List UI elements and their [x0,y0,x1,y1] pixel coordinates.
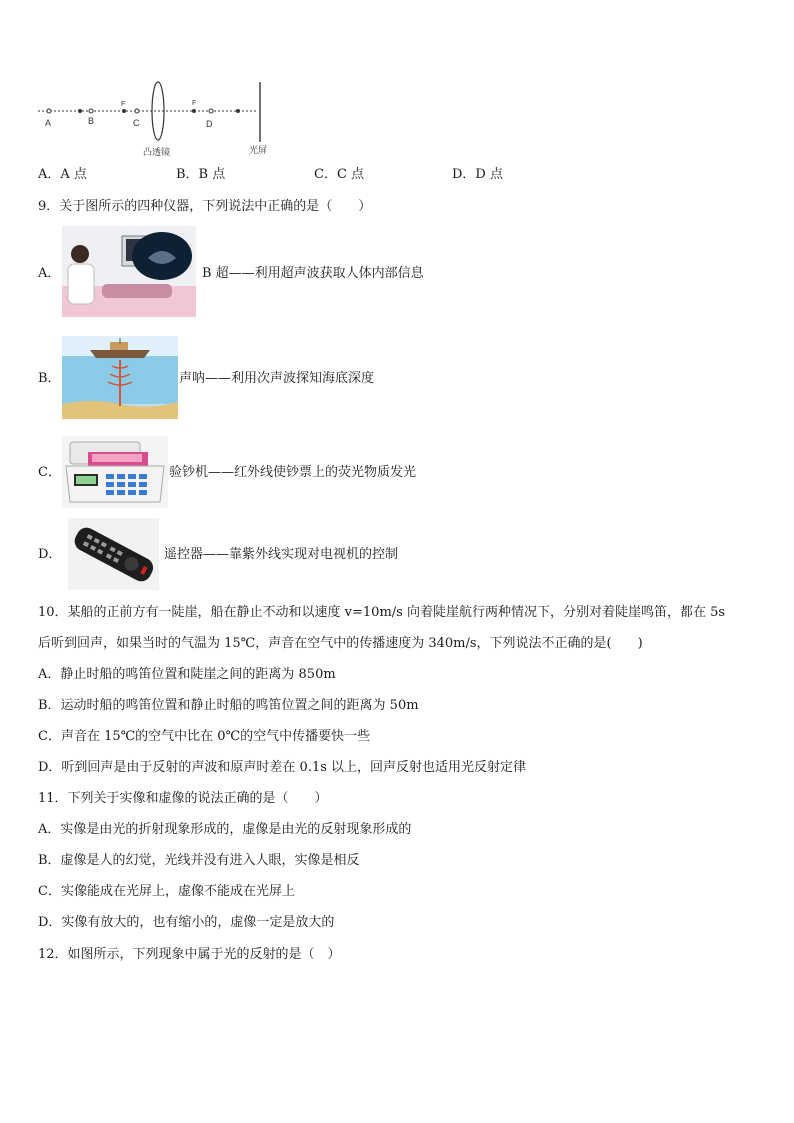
point-c-label: C [133,118,140,128]
focus-right-marker [192,109,196,113]
point-c-marker [135,109,139,113]
sonar-ship-illustration [62,336,178,419]
point-a-marker [47,109,51,113]
point-d-label: D [206,119,213,129]
ultrasound-photo [62,226,196,317]
q8-option-c[interactable]: C．C 点 [314,167,365,182]
point-a-label: A [45,118,52,128]
q9-option-a-text[interactable]: B 超——利用超声波获取人体内部信息 [202,266,424,281]
screen-label: 光屏 [249,145,268,155]
point-b-marker [89,109,93,113]
q9-option-d-letter[interactable]: D． [38,547,62,562]
point-d-marker [209,109,213,113]
focus-left-label: F [121,101,126,108]
focus-left-marker [122,109,126,113]
q9-stem: 9．关于图所示的四种仪器，下列说法中正确的是（ ） [38,199,372,214]
point-2f-left [78,109,82,113]
q8-option-d[interactable]: D．D 点 [452,167,503,182]
money-detector-photo [62,436,168,508]
q10-option-d[interactable]: D．听到回声是由于反射的声波和原声时差在 0.1s 以上，回声反射也适用光反射定律 [38,760,527,775]
q8-option-a[interactable]: A．A 点 [38,167,87,182]
q8-option-b[interactable]: B．B 点 [176,167,226,182]
lens-diagram [30,78,290,160]
q11-stem: 11．下列关于实像和虚像的说法正确的是（ ） [38,791,328,806]
q11-option-d[interactable]: D．实像有放大的，也有缩小的，虚像一定是放大的 [38,915,335,930]
q9-option-d-text[interactable]: 遥控器——靠紫外线实现对电视机的控制 [164,547,399,562]
q10-option-a[interactable]: A．静止时船的鸣笛位置和陡崖之间的距离为 850m [38,667,336,682]
q9-option-c-letter[interactable]: C． [38,465,61,480]
point-2f-right [236,109,240,113]
q10-option-b[interactable]: B．运动时船的鸣笛位置和静止时船的鸣笛位置之间的距离为 50m [38,698,419,713]
focus-right-label: F [192,100,197,107]
q9-option-b-text[interactable]: 声呐——利用次声波探知海底深度 [179,371,375,386]
q11-option-c[interactable]: C．实像能成在光屏上，虚像不能成在光屏上 [38,884,295,899]
q9-option-b-letter[interactable]: B． [38,371,61,386]
q9-option-c-text[interactable]: 验钞机——红外线使钞票上的荧光物质发光 [169,465,417,480]
q10-stem-line1: 10．某船的正前方有一陡崖，船在静止不动和以速度 v=10m/s 向着陡崖航行两种情况下，分别对着陡崖鸣笛，都在 5s [38,605,726,620]
q9-option-a-letter[interactable]: A． [38,266,61,281]
q10-option-c[interactable]: C．声音在 15℃的空气中比在 0℃的空气中传播要快一些 [38,729,371,744]
point-b-label: B [88,116,95,126]
q10-stem-line2: 后听到回声，如果当时的气温为 15℃，声音在空气中的传播速度为 340m/s，下列说法不正确的是( ) [38,636,643,651]
remote-control-photo [68,518,159,590]
lens-label: 凸透镜 [143,147,171,157]
q12-stem: 12．如图所示，下列现象中属于光的反射的是（ ） [38,947,341,962]
q11-option-b[interactable]: B．虚像是人的幻觉，光线并没有进入人眼，实像是相反 [38,853,360,868]
q11-option-a[interactable]: A．实像是由光的折射现象形成的，虚像是由光的反射现象形成的 [38,822,412,837]
